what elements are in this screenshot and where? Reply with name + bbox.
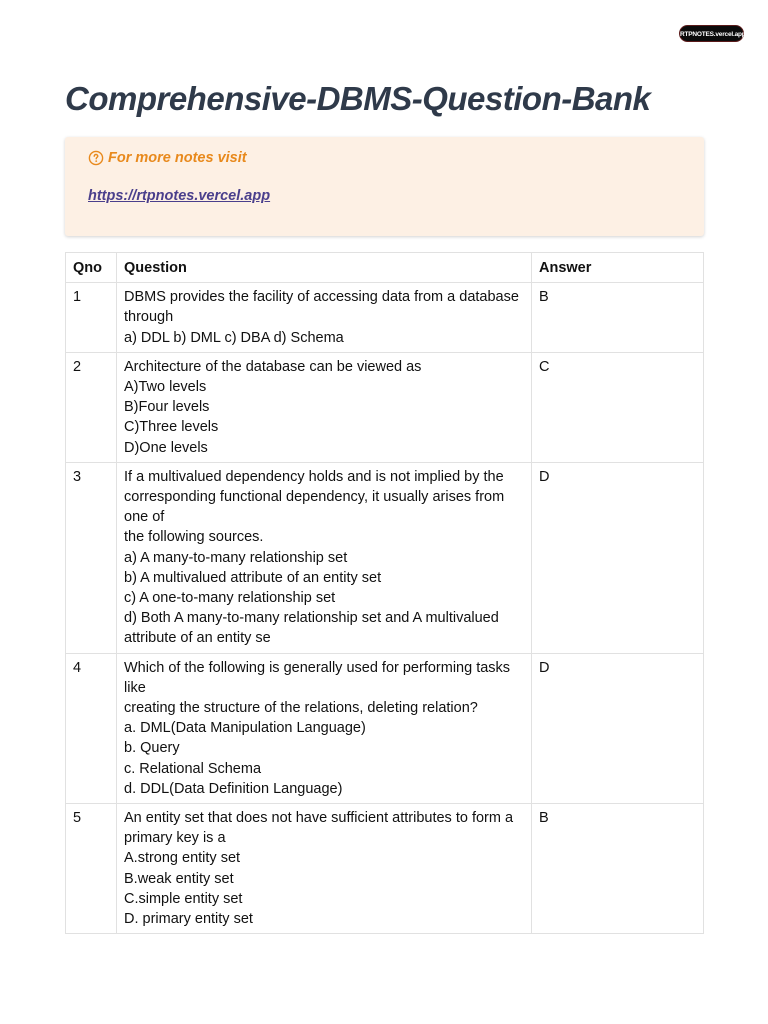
question-line: c. Relational Schema	[124, 760, 262, 777]
callout-heading-row	[88, 149, 681, 166]
table-row	[66, 352, 704, 462]
question-cell	[117, 283, 532, 353]
question-line: An entity set that does not have sufficient attributes to form a	[124, 810, 514, 827]
question-line: If a multivalued dependency holds and is not implied by the corresponding functional dependency, it usually arises from one of	[124, 468, 505, 526]
question-line: Architecture of the database can be viewed as	[124, 358, 422, 375]
question-line: A.strong entity set	[124, 850, 241, 867]
question-line: b. Query	[124, 740, 180, 757]
question-line: primary key is a	[124, 830, 226, 847]
question-cell	[117, 804, 532, 934]
question-line: through	[124, 309, 174, 326]
question-line: d) Both A many-to-many relationship set and A multivalued attribute of an entity se	[124, 610, 499, 647]
question-line: D. primary entity set	[124, 911, 253, 928]
qno-cell: 5	[66, 804, 117, 934]
table-row	[66, 653, 704, 803]
question-line: b) A multivalued attribute of an entity set	[124, 569, 382, 586]
table-body	[66, 283, 704, 934]
site-badge[interactable]: RTPNOTES.vercel.app	[679, 25, 744, 42]
page-title: Comprehensive-DBMS-Question-Bank	[65, 80, 651, 117]
callout-heading: For more notes visit	[108, 149, 247, 166]
notes-site-link[interactable]: https://rtpnotes.vercel.app	[88, 188, 271, 204]
table-row	[66, 804, 704, 934]
question-line: DBMS provides the facility of accessing data from a database	[124, 289, 519, 306]
question-line: d. DDL(Data Definition Language)	[124, 780, 343, 797]
answer-cell: B	[532, 804, 704, 934]
question-line: A)Two levels	[124, 379, 207, 396]
question-line: creating the structure of the relations, deleting relation?	[124, 700, 478, 717]
question-line: C.simple entity set	[124, 890, 243, 907]
question-line: the following sources.	[124, 529, 264, 546]
question-line: C)Three levels	[124, 419, 219, 436]
table-header-row	[66, 253, 704, 283]
table-row	[66, 462, 704, 653]
question-circle-icon	[88, 150, 104, 166]
question-line: a. DML(Data Manipulation Language)	[124, 720, 366, 737]
answer-cell: D	[532, 462, 704, 653]
question-table	[65, 252, 704, 934]
header-answer: Answer	[532, 253, 704, 283]
question-line: B)Four levels	[124, 399, 210, 416]
header-question: Question	[117, 253, 532, 283]
notes-callout	[65, 137, 704, 236]
question-cell	[117, 462, 532, 653]
question-line: c) A one-to-many relationship set	[124, 590, 336, 607]
question-line: a) DDL b) DML c) DBA d) Schema	[124, 329, 344, 346]
answer-cell: D	[532, 653, 704, 803]
question-line: D)One levels	[124, 439, 208, 456]
table-row	[66, 283, 704, 353]
answer-cell: C	[532, 352, 704, 462]
question-cell	[117, 352, 532, 462]
qno-cell: 1	[66, 283, 117, 353]
question-line: Which of the following is generally used for performing tasks like	[124, 659, 511, 696]
qno-cell: 4	[66, 653, 117, 803]
header-qno: Qno	[66, 253, 117, 283]
question-line: B.weak entity set	[124, 870, 234, 887]
question-cell	[117, 653, 532, 803]
answer-cell: B	[532, 283, 704, 353]
qno-cell: 2	[66, 352, 117, 462]
qno-cell: 3	[66, 462, 117, 653]
question-line: a) A many-to-many relationship set	[124, 549, 348, 566]
